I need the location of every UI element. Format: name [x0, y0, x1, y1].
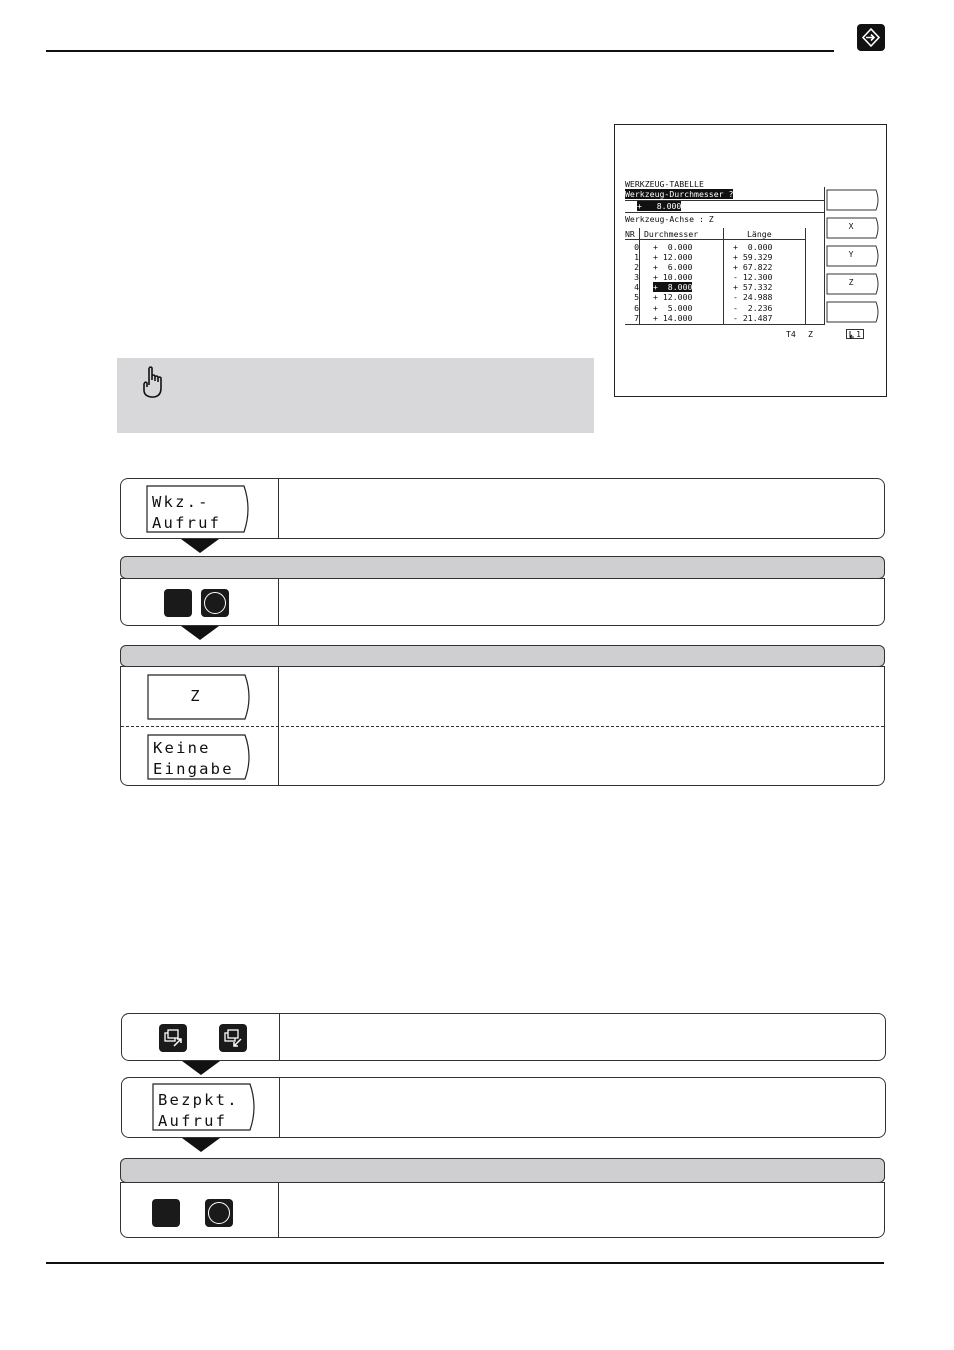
row-dia: + 6.000 — [653, 262, 693, 273]
screen-softkey-z[interactable]: Z — [826, 273, 880, 295]
page-up-icon[interactable] — [159, 1024, 187, 1052]
screen-softkey-1[interactable] — [826, 189, 880, 211]
flow-arrow — [182, 1138, 220, 1152]
flow-arrow — [182, 1061, 220, 1075]
row-dia: + 14.000 — [653, 312, 693, 323]
row-dia: + 0.000 — [653, 242, 693, 252]
input-underline — [625, 212, 825, 213]
step-tool-call — [120, 478, 885, 539]
top-rule — [46, 50, 834, 52]
step-bar — [120, 1158, 885, 1183]
row-len: + 0.000 — [733, 242, 773, 252]
status-tool: T4 — [786, 329, 796, 339]
pointing-hand-icon — [139, 366, 165, 400]
table-row[interactable] — [625, 303, 772, 313]
step-datum-call — [121, 1077, 886, 1138]
number-key[interactable] — [164, 589, 192, 617]
row-nr: 5 — [634, 292, 639, 303]
row-nr: 2 — [634, 262, 639, 273]
table-bottom-line — [625, 324, 825, 325]
step-axis-select — [120, 666, 885, 786]
arrow-into-box-icon — [857, 24, 885, 51]
step-bar — [120, 645, 885, 667]
no-entry-softkey[interactable] — [147, 734, 253, 780]
screen-input-value[interactable]: + 8.000 — [637, 201, 682, 211]
row-nr: 4 — [634, 282, 639, 293]
note-box — [117, 358, 594, 433]
softkey-line: Z — [190, 687, 202, 705]
step-page-keys — [121, 1013, 886, 1061]
tool-call-softkey[interactable] — [146, 485, 252, 533]
table-row[interactable] — [625, 292, 772, 302]
flow-arrow — [181, 539, 219, 553]
tool-table — [625, 242, 772, 323]
row-len: - 2.236 — [733, 302, 773, 313]
row-len: + 57.332 — [733, 282, 773, 293]
softkey-line: Keine — [153, 739, 211, 757]
row-nr: 6 — [634, 302, 639, 313]
page-indicator: 1 — [846, 329, 864, 339]
step-number-enter-2 — [120, 1182, 885, 1238]
softkey-line: Aufruf — [152, 514, 222, 532]
row-dia-selected: + 8.000 — [653, 282, 693, 293]
row-nr: 0 — [634, 242, 639, 252]
header-underline — [625, 239, 805, 240]
screen-softkey-y[interactable]: Y — [826, 245, 880, 267]
enter-key[interactable] — [205, 1199, 233, 1227]
row-len: + 67.822 — [733, 262, 773, 273]
softkey-line: Bezpkt. — [158, 1091, 239, 1109]
col-nr: NR — [625, 229, 635, 239]
row-nr: 3 — [634, 272, 639, 283]
col-laenge: Länge — [747, 229, 772, 239]
tool-table-screen — [614, 124, 887, 397]
row-dia: + 12.000 — [653, 252, 693, 263]
row-dia: + 12.000 — [653, 292, 693, 303]
table-row[interactable] — [625, 282, 772, 292]
enter-key[interactable] — [201, 589, 229, 617]
option-separator — [121, 726, 884, 727]
number-key[interactable] — [152, 1199, 180, 1227]
table-row[interactable] — [625, 262, 772, 272]
flow-arrow — [181, 626, 219, 640]
bottom-rule — [46, 1262, 884, 1264]
softkey-column-line — [824, 187, 825, 325]
col-sep-3 — [805, 228, 806, 324]
axis-z-softkey[interactable] — [147, 674, 253, 720]
row-dia: + 5.000 — [653, 302, 693, 313]
table-row[interactable] — [625, 272, 772, 282]
col-durchmesser: Durchmesser — [644, 229, 699, 239]
row-len: - 21.487 — [733, 312, 773, 323]
page-down-icon[interactable] — [219, 1024, 247, 1052]
row-len: + 59.329 — [733, 252, 773, 263]
step-number-enter — [120, 578, 885, 626]
row-nr: 7 — [634, 312, 639, 323]
screen-softkey-5[interactable] — [826, 301, 880, 323]
row-nr: 1 — [634, 252, 639, 263]
step-bar — [120, 556, 885, 579]
datum-call-softkey[interactable] — [152, 1083, 258, 1131]
table-row[interactable] — [625, 313, 772, 323]
softkey-line: Eingabe — [153, 760, 234, 778]
table-row[interactable] — [625, 252, 772, 262]
page-arrow-icon — [849, 331, 855, 339]
softkey-line: Wkz.- — [152, 493, 210, 511]
screen-softkey-x[interactable]: X — [826, 217, 880, 239]
screen-title: WERKZEUG-TABELLE — [625, 179, 704, 189]
row-len: - 24.988 — [733, 292, 773, 303]
screen-axis-line: Werkzeug-Achse : Z — [625, 214, 714, 224]
row-dia: + 10.000 — [653, 272, 693, 283]
softkey-line: Aufruf — [158, 1112, 228, 1130]
table-row[interactable] — [625, 242, 772, 252]
status-axis: Z — [808, 329, 813, 339]
row-len: - 12.300 — [733, 272, 773, 283]
screen-prompt: Werkzeug-Durchmesser ? — [625, 189, 734, 199]
